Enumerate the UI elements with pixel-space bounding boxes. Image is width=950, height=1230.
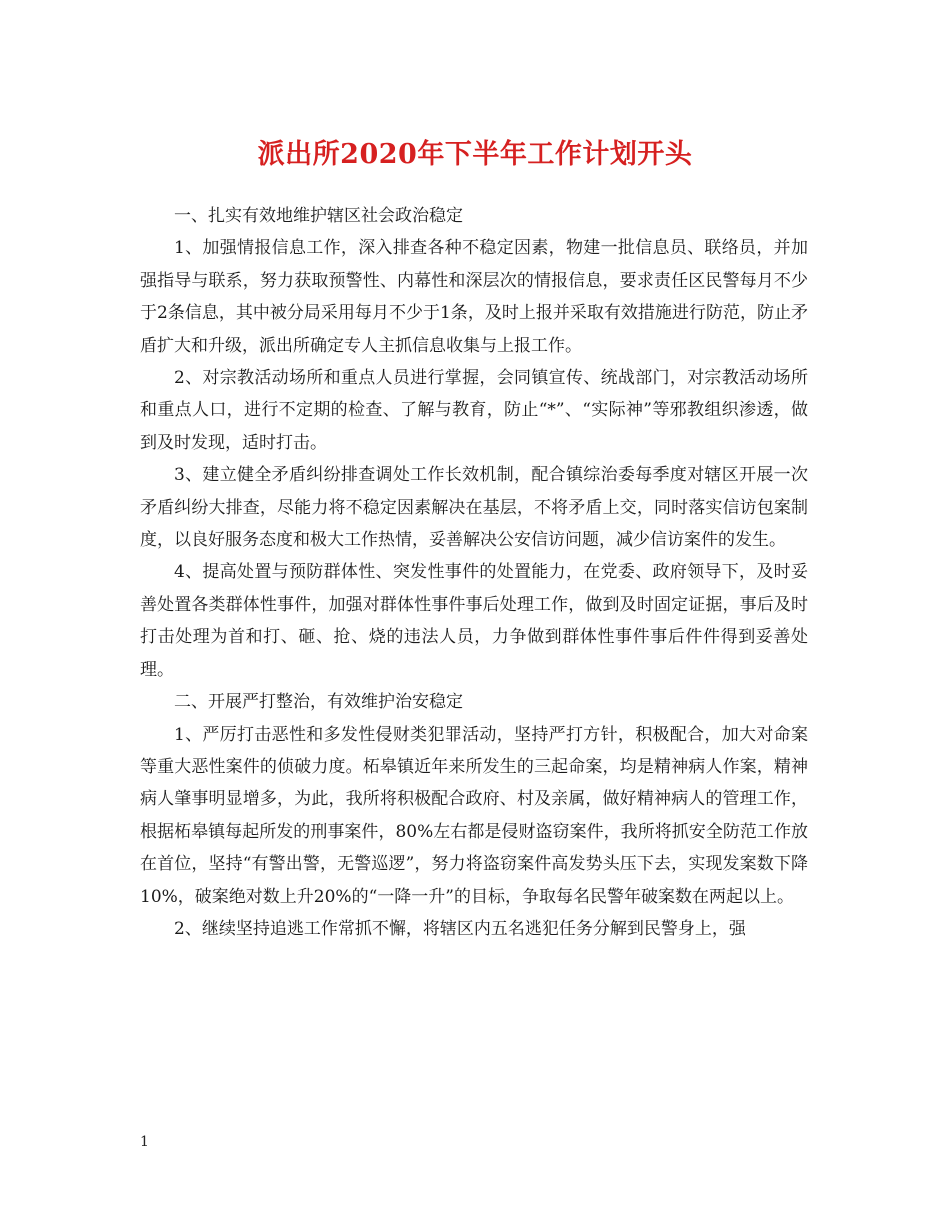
body-paragraph: 1、加强情报信息工作，深入排查各种不稳定因素，物建一批信息员、联络员，并加强指导与联系，努力获取预警性、内幕性和深层次的情报信息，要求责任区民警每月不少于2条信息，其中被分局采用每月不少于1条，及时上报并采取有效措施进行防范，防止矛盾扩大和升级，派出所确定专人主抓信息收集与上报工作。 xyxy=(140,238,808,356)
section-heading: 二、开展严打整治，有效维护治安稳定 xyxy=(174,692,463,713)
body-paragraph: 3、建立健全矛盾纠纷排查调处工作长效机制，配合镇综治委每季度对辖区开展一次矛盾纠纷大排查，尽能力将不稳定因素解决在基层，不将矛盾上交，同时落实信访包案制度，以良好服务态度和极大工作热情，妥善解决公安信访问题，减少信访案件的发生。 xyxy=(140,465,808,551)
page-number: 1 xyxy=(140,1134,149,1150)
body-paragraph: 2、对宗教活动场所和重点人员进行掌握，会同镇宣传、统战部门，对宗教活动场所和重点人口，进行不定期的检查、了解与教育，防止“*”、“实际神”等邪教组织渗透，做到及时发现，适时打击。 xyxy=(140,368,808,453)
document-title: 派出所2020年下半年工作计划开头 xyxy=(257,139,693,170)
body-paragraph: 1、严厉打击恶性和多发性侵财类犯罪活动，坚持严打方针，积极配合，加大对命案等重大恶性案件的侦破力度。柘皋镇近年来所发生的三起命案，均是精神病人作案，精神病人肇事明显增多，为此，我所将积极配合政府、村及亲属，做好精神病人的管理工作，根据柘皋镇每起所发的刑事案件，80%左右都是侵财盗窃案件，我所将抓安全防范工作放在首位，坚持“有警出警，无警巡逻”，努力将盗窃案件高发势头压下去，实现发案数下降10%，破案绝对数上升20%的“一降一升”的目标，争取每名民警年破案数在两起以上。 xyxy=(140,724,808,907)
body-paragraph: 4、提高处置与预防群体性、突发性事件的处置能力，在党委、政府领导下，及时妥善处置各类群体性事件，加强对群体性事件事后处理工作，做到及时固定证据，事后及时打击处理为首和打、砸、抢、烧的违法人员，力争做到群体性事件事后件件得到妥善处理。 xyxy=(140,562,808,680)
document-body xyxy=(140,200,808,945)
section-heading: 一、扎实有效地维护辖区社会政治稳定 xyxy=(174,206,463,226)
body-paragraph: 2、继续坚持追逃工作常抓不懈，将辖区内五名逃犯任务分解到民警身上，强 xyxy=(174,918,746,939)
